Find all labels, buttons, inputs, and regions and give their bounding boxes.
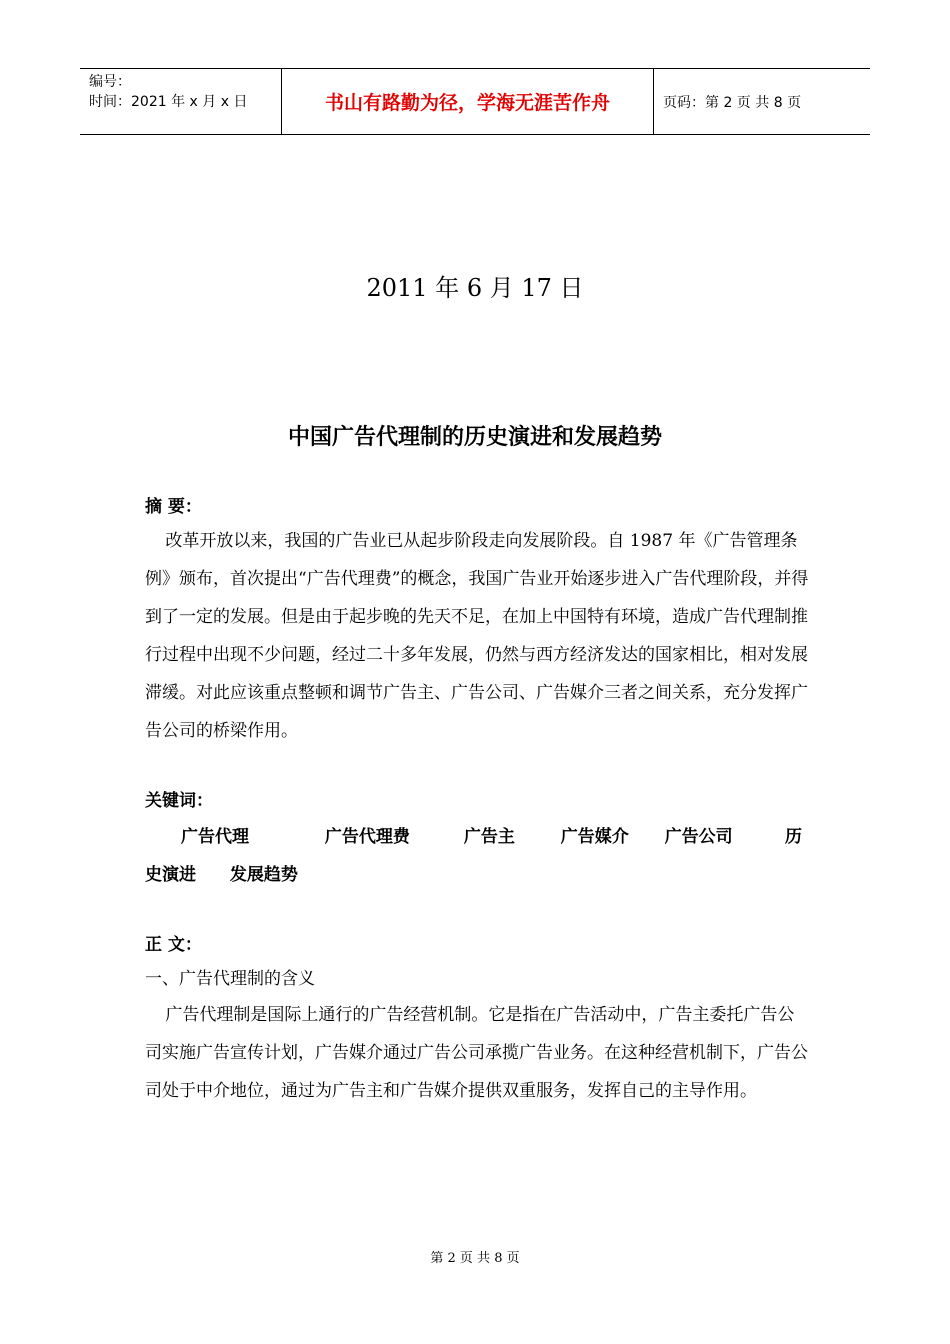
abstract-label: 摘 要：: [145, 497, 202, 517]
keyword-wrap-start: 历: [785, 827, 802, 847]
header-motto: 书山有路勤为径，学海无涯苦作舟: [282, 69, 654, 134]
body-label: 正 文：: [145, 935, 202, 955]
keyword: 发展趋势: [229, 865, 298, 885]
abstract-text: 改革开放以来，我国的广告业已从起步阶段走向发展阶段。自 1987 年《广告管理条例》颁布，首次提出“广告代理费”的概念，我国广告业开始逐步进入广告代理阶段，并得到了一定的发展。但是由于起步晚的先天不足，在加上中国特有环境，造成广告代理制推行过程中出现不少问题，经过二十多年发展，仍然与西方经济发达的国家相比，相对发展滞缓。对此应该重点整顿和调节广告主、广告公司、广告媒介三者之间关系，充分发挥广告公司的桥梁作用。: [145, 531, 809, 741]
keywords-section: [145, 784, 810, 894]
abstract-section: [145, 492, 810, 750]
keywords-line-2: [145, 856, 810, 894]
header-meta: [80, 69, 282, 134]
keyword: 广告主: [463, 827, 515, 847]
section-heading: 一、广告代理制的含义: [145, 969, 315, 989]
document-title: 中国广告代理制的历史演进和发展趋势: [287, 425, 662, 450]
time-label: 时间：2021 年 x 月 x 日: [89, 94, 248, 110]
keyword-wrap-end: 史演进: [145, 865, 196, 885]
document-date: 2011 年 6 月 17 日: [366, 274, 584, 302]
keywords-label: 关键词：: [145, 791, 213, 811]
page-header: [80, 68, 870, 135]
keywords-line-1: [145, 818, 810, 856]
page-footer: 第 2 页 共 8 页: [430, 1251, 520, 1266]
keyword: 广告代理费: [324, 827, 410, 847]
keyword: 广告媒介: [560, 827, 629, 847]
body-section: [145, 928, 810, 1110]
keyword: 广告代理: [181, 827, 249, 847]
header-page-info: 页码：第 2 页 共 8 页: [663, 94, 802, 111]
number-label: 编号：: [89, 74, 131, 90]
section-text: 广告代理制是国际上通行的广告经营机制。它是指在广告活动中，广告主委托广告公司实施广告宣传计划，广告媒介通过广告公司承揽广告业务。在这种经营机制下，广告公司处于中介地位，通过为广告主和广告媒介提供双重服务，发挥自己的主导作用。: [145, 1005, 808, 1101]
keyword: 广告公司: [664, 827, 733, 847]
